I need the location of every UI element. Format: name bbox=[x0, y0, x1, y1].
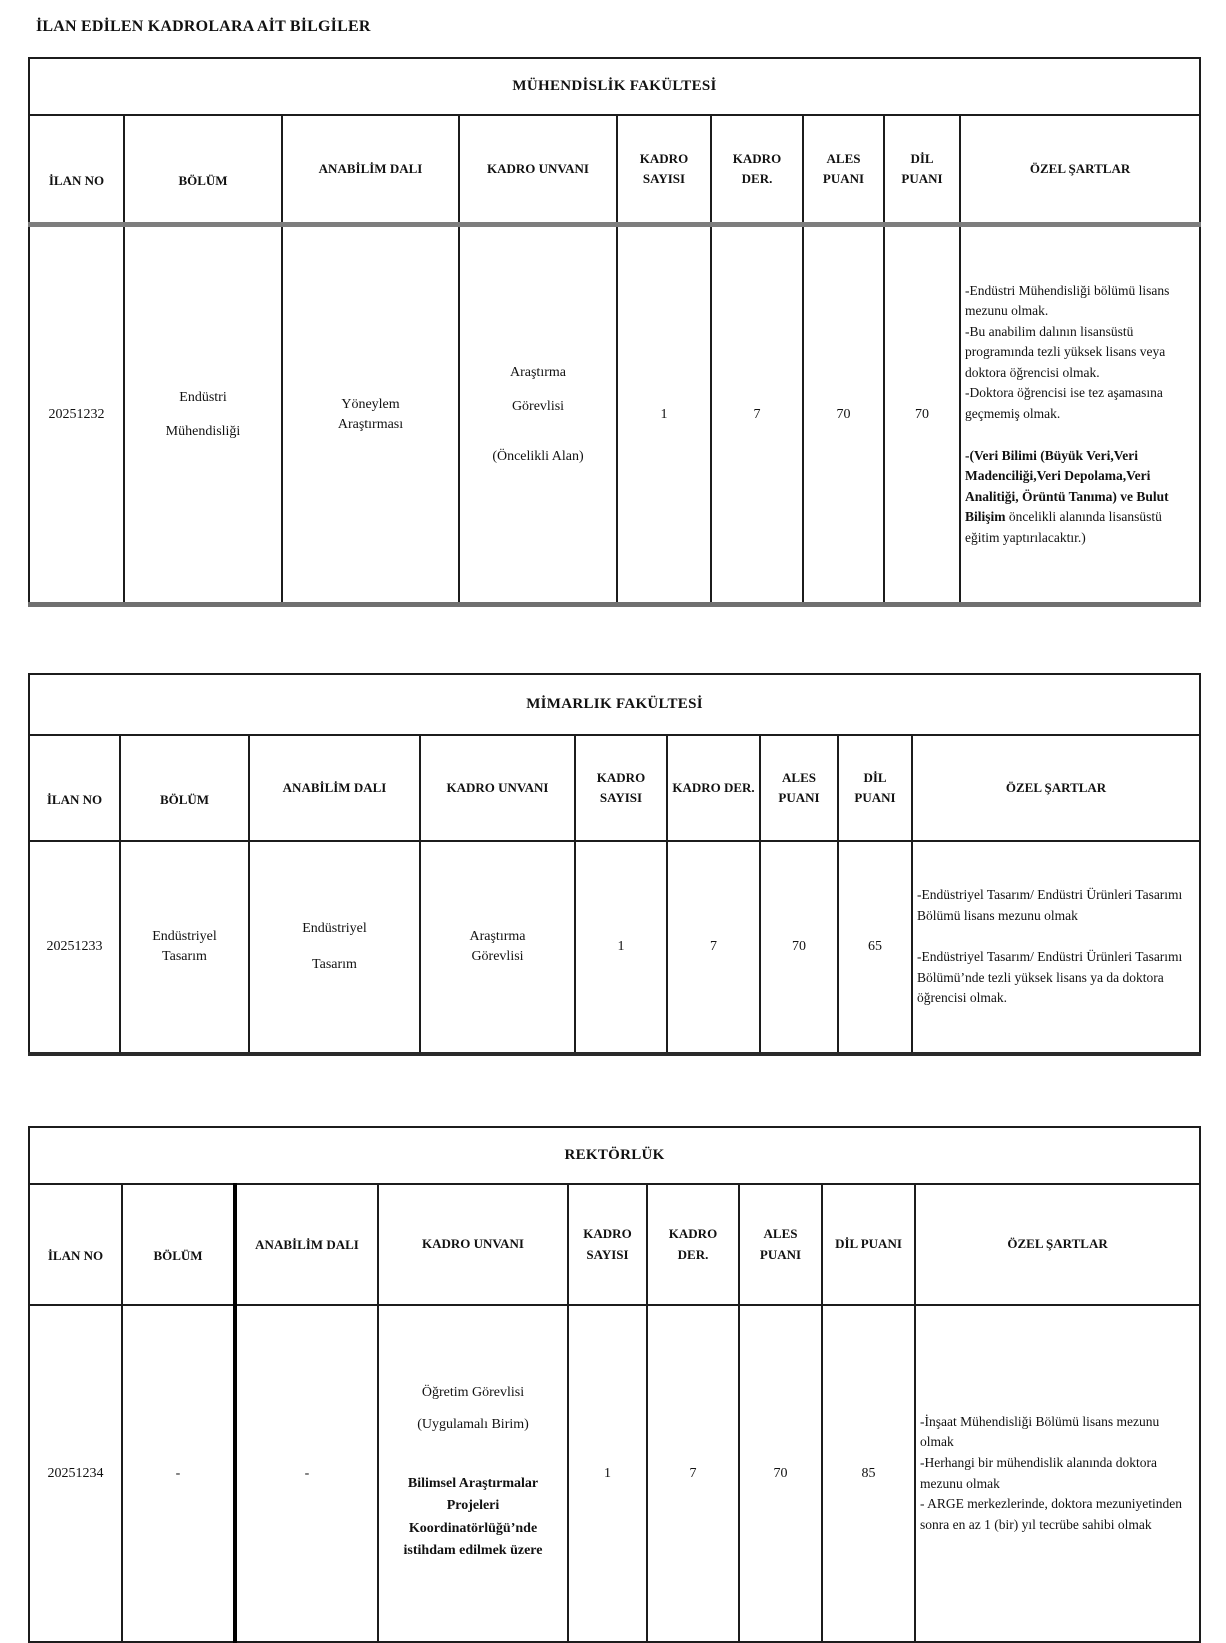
requirement: - ARGE merkezlerinde, doktora mezuniyetinden sonra en az 1 (bir) yıl tecrübe sahibi olmak bbox=[920, 1496, 1183, 1532]
col-header-anabilim-dali: ANABİLİM DALI bbox=[235, 1184, 378, 1305]
col-header-dil-puani: DİL PUANI bbox=[884, 115, 960, 225]
page-title: İLAN EDİLEN KADROLARA AİT BİLGİLER bbox=[36, 18, 371, 35]
requirement: -Endüstriyel Tasarım/ Endüstri Ürünleri Tasarımı Bölümü’nde tezli yüksek lisans ya da doktora öğrencisi olmak. bbox=[917, 949, 1183, 1006]
cell-kadro-der: 7 bbox=[711, 225, 803, 605]
requirement: -Endüstri Mühendisliği bölümü lisans mezunu olmak. bbox=[965, 282, 1170, 319]
text-line: Endüstriyel bbox=[152, 929, 217, 944]
text-line: Araştırması bbox=[337, 416, 404, 432]
text-line: Tasarım bbox=[162, 949, 207, 964]
col-header-dil-puani: DİL PUANI bbox=[838, 735, 912, 841]
text-line: Görevlisi bbox=[471, 949, 524, 964]
cell-ilan-no: 20251233 bbox=[29, 841, 120, 1054]
col-header-ilan-no: İLAN NO bbox=[29, 735, 120, 841]
table-caption: MÜHENDİSLİK FAKÜLTESİ bbox=[29, 58, 1200, 115]
cell-kadro-der: 7 bbox=[667, 841, 760, 1054]
table-caption: MİMARLIK FAKÜLTESİ bbox=[29, 674, 1200, 735]
col-header-kadro-unvani: KADRO UNVANI bbox=[459, 115, 617, 225]
text-line: (Öncelikli Alan) bbox=[492, 448, 584, 464]
cell-ales-puani: 70 bbox=[760, 841, 838, 1054]
cell-ilan-no: 20251232 bbox=[29, 225, 124, 605]
text-line: Araştırma bbox=[510, 364, 566, 380]
cell-dil-puani: 85 bbox=[822, 1305, 915, 1642]
table-rektorluk bbox=[28, 1126, 1201, 1643]
cell-bolum bbox=[120, 841, 249, 1054]
col-header-kadro-der: KADRO DER. bbox=[667, 735, 760, 841]
table-row bbox=[29, 225, 1200, 605]
text-line: Bilimsel Araştırmalar Projeleri Koordinatörlüğü’nde istihdam edilmek üzere bbox=[403, 1475, 543, 1558]
table-mimarlik-fakultesi bbox=[28, 673, 1201, 1056]
col-header-ozel-sartlar: ÖZEL ŞARTLAR bbox=[960, 115, 1200, 225]
col-header-ilan-no: İLAN NO bbox=[29, 115, 124, 225]
text-line: Endüstriyel bbox=[302, 921, 367, 936]
cell-anabilim-dali bbox=[282, 225, 459, 605]
text-line: Araştırma bbox=[469, 929, 526, 944]
col-header-bolum: BÖLÜM bbox=[122, 1184, 235, 1305]
table-row bbox=[29, 1305, 1200, 1642]
cell-ales-puani: 70 bbox=[739, 1305, 822, 1642]
col-header-anabilim-dali: ANABİLİM DALI bbox=[282, 115, 459, 225]
col-header-ales-puani: ALES PUANI bbox=[803, 115, 884, 225]
cell-kadro-sayisi: 1 bbox=[575, 841, 667, 1054]
col-header-ales-puani: ALES PUANI bbox=[760, 735, 838, 841]
col-header-ozel-sartlar: ÖZEL ŞARTLAR bbox=[915, 1184, 1200, 1305]
cell-ozel-sartlar bbox=[912, 841, 1200, 1054]
cell-kadro-unvani bbox=[420, 841, 575, 1054]
col-header-bolum: BÖLÜM bbox=[124, 115, 282, 225]
cell-dil-puani: 65 bbox=[838, 841, 912, 1054]
text-line: (Uygulamalı Birim) bbox=[417, 1416, 529, 1432]
col-header-ilan-no: İLAN NO bbox=[29, 1184, 122, 1305]
table-caption: REKTÖRLÜK bbox=[29, 1127, 1200, 1184]
col-header-kadro-sayisi: KADRO SAYISI bbox=[617, 115, 711, 225]
cell-kadro-sayisi: 1 bbox=[617, 225, 711, 605]
table-row bbox=[29, 841, 1200, 1054]
cell-dil-puani: 70 bbox=[884, 225, 960, 605]
cell-kadro-unvani bbox=[459, 225, 617, 605]
text-line: Endüstri bbox=[179, 389, 227, 405]
text-line: Görevlisi bbox=[511, 398, 565, 414]
col-header-dil-puani: DİL PUANI bbox=[822, 1184, 915, 1305]
cell-kadro-der: 7 bbox=[647, 1305, 739, 1642]
col-header-kadro-der: KADRO DER. bbox=[711, 115, 803, 225]
requirement: -Herhangi bir mühendislik alanında doktora mezunu olmak bbox=[920, 1454, 1157, 1491]
cell-ozel-sartlar bbox=[960, 225, 1200, 605]
cell-ilan-no: 20251234 bbox=[29, 1305, 122, 1642]
col-header-ales-puani: ALES PUANI bbox=[739, 1184, 822, 1305]
cell-bolum: - bbox=[122, 1305, 235, 1642]
col-header-kadro-unvani: KADRO UNVANI bbox=[378, 1184, 568, 1305]
cell-anabilim-dali bbox=[249, 841, 420, 1054]
col-header-kadro-unvani: KADRO UNVANI bbox=[420, 735, 575, 841]
table-muhendislik-fakultesi bbox=[28, 57, 1201, 607]
requirement: -Doktora öğrencisi ise tez aşamasına geçmemiş olmak. bbox=[965, 385, 1163, 421]
text-line: Öğretim Görevlisi bbox=[421, 1384, 525, 1400]
cell-kadro-sayisi: 1 bbox=[568, 1305, 647, 1642]
col-header-kadro-sayisi: KADRO SAYISI bbox=[568, 1184, 647, 1305]
col-header-ozel-sartlar: ÖZEL ŞARTLAR bbox=[912, 735, 1200, 841]
requirement: -Bu anabilim dalının lisansüstü programında tezli yüksek lisans veya doktora öğrencisi olmak. bbox=[965, 323, 1166, 380]
col-header-bolum: BÖLÜM bbox=[120, 735, 249, 841]
requirement: -İnşaat Mühendisliği Bölümü lisans mezunu olmak bbox=[920, 1413, 1160, 1450]
cell-kadro-unvani bbox=[378, 1305, 568, 1642]
col-header-kadro-der: KADRO DER. bbox=[647, 1184, 739, 1305]
col-header-kadro-sayisi: KADRO SAYISI bbox=[575, 735, 667, 841]
cell-ozel-sartlar bbox=[915, 1305, 1200, 1642]
text-line: Mühendisliği bbox=[165, 423, 241, 439]
cell-bolum bbox=[124, 225, 282, 605]
cell-anabilim-dali: - bbox=[235, 1305, 378, 1642]
requirement: -(Veri Bilimi (Büyük Veri,Veri Madenciliği,Veri Depolama,Veri Analitiği, Örüntü Tanıma) ve Bulut Bilişim öncelikli alanında lisansüstü eğitim yaptırılacaktır.) bbox=[965, 447, 1169, 545]
text-line: Tasarım bbox=[312, 957, 357, 972]
requirement: -Endüstriyel Tasarım/ Endüstri Ürünleri Tasarımı Bölümü lisans mezunu olmak bbox=[917, 887, 1183, 923]
col-header-anabilim-dali: ANABİLİM DALI bbox=[249, 735, 420, 841]
cell-ales-puani: 70 bbox=[803, 225, 884, 605]
text-line: Yöneylem bbox=[341, 396, 400, 412]
